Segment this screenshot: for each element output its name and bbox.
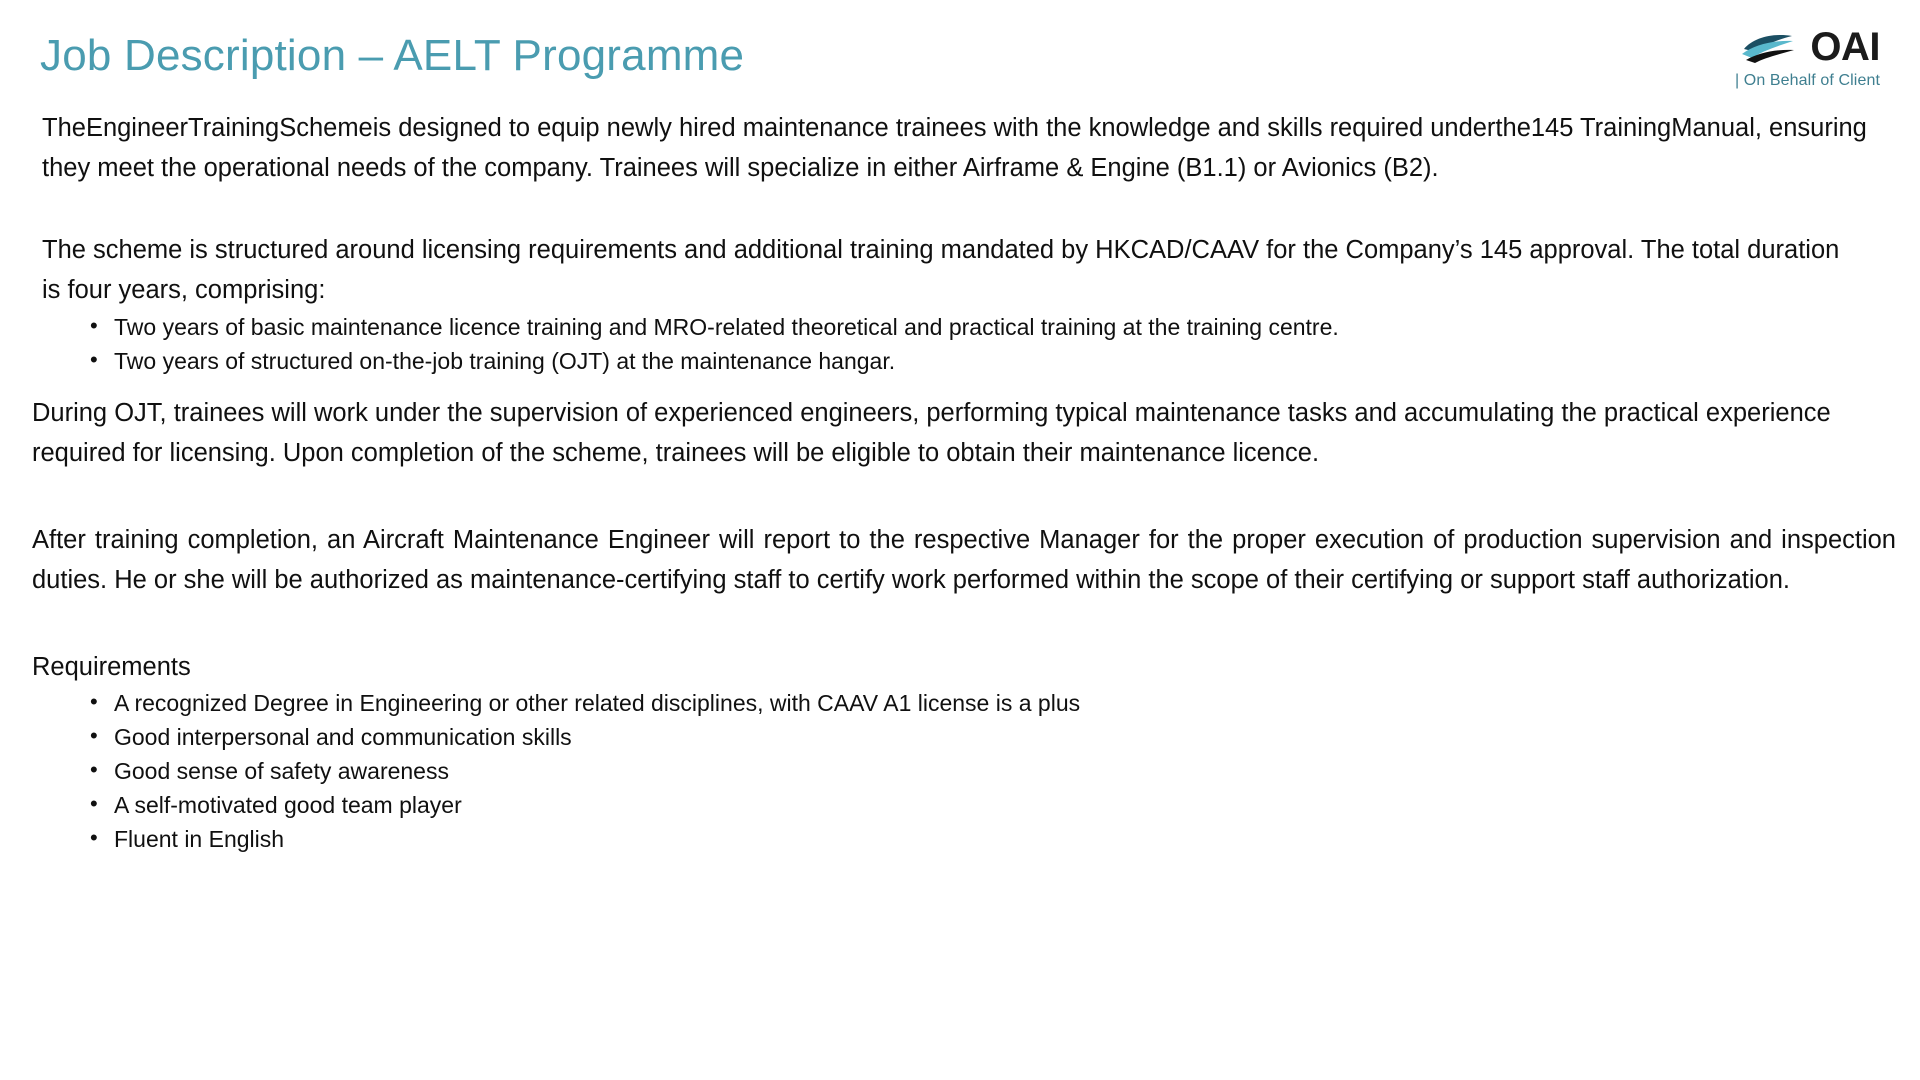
paragraph-ojt: During OJT, trainees will work under the supervision of experienced engineers, performing typical maintenance tasks and accumulating the practical experience required for licensing. Upon completion of the scheme, trainees will be eligible to obtain their maintenance licence. — [32, 399, 1831, 467]
logo-subtitle: | On Behalf of Client — [1735, 72, 1880, 89]
list-item: • Two years of structured on-the-job training (OJT) at the maintenance hangar. — [80, 344, 1880, 378]
paragraph-scheme-structure: The scheme is structured around licensing requirements and additional training mandated by HKCAD/CAAV for the Company’s 145 approval. The total duration is four years, comprising: — [42, 236, 1840, 304]
list-item: • Fluent in English — [80, 822, 1880, 856]
document-body — [0, 108, 1920, 1080]
list-item: • A recognized Degree in Engineering or other related disciplines, with CAAV A1 license is a plus — [80, 686, 1880, 720]
list-item: • Good interpersonal and communication skills — [80, 720, 1880, 754]
brand-logo — [1560, 24, 1880, 90]
logo-row — [1560, 24, 1880, 70]
oai-swoosh-logo-icon — [1740, 27, 1802, 67]
paragraph-post-training: After training completion, an Aircraft Maintenance Engineer will report to the respective Manager for the proper execution of production supervision and inspection duties. He or she will be authorized as maintenance-certifying staff to certify work performed within the scope of their certifying or support staff authorization. — [32, 526, 1896, 594]
requirements-list — [80, 686, 1880, 856]
scheme-bullet-list — [80, 310, 1880, 378]
list-item: • Good sense of safety awareness — [80, 754, 1880, 788]
logo-wordmark: OAI — [1810, 25, 1880, 69]
paragraph-scheme-intro: TheEngineerTrainingSchemeis designed to equip newly hired maintenance trainees with the knowledge and skills required underthe145 TrainingManual, ensuring they meet the operational needs of the company. Trainees will specialize in either Airframe & Engine (B1.1) or Avionics (B2). — [42, 114, 1867, 182]
requirements-heading: Requirements — [32, 653, 191, 681]
list-item: • Two years of basic maintenance licence training and MRO-related theoretical and practical training at the training centre. — [80, 310, 1880, 344]
list-item: • A self-motivated good team player — [80, 788, 1880, 822]
page-title: Job Description – AELT Programme — [40, 31, 745, 80]
document-header — [0, 0, 1920, 108]
